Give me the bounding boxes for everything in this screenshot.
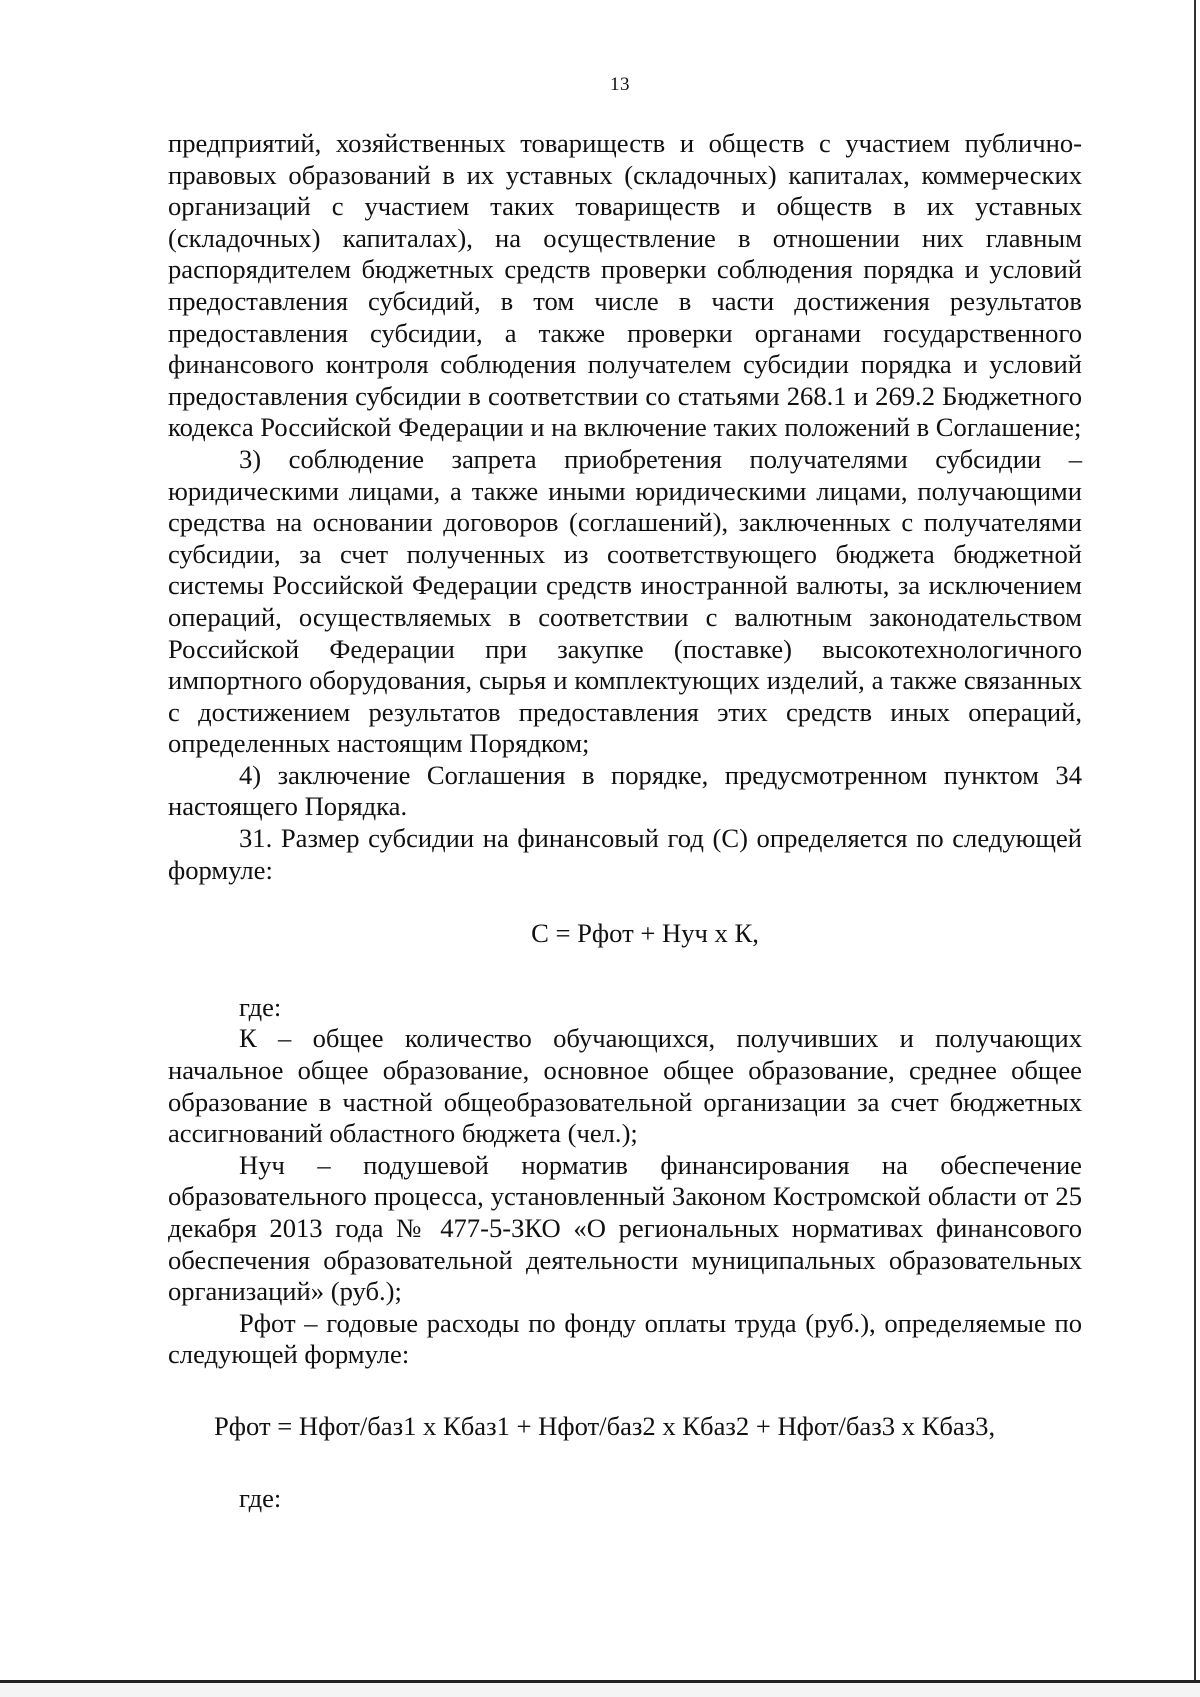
document-body: [168, 128, 1082, 1514]
paragraph-item-3: 3) соблюдение запрета приобретения получателями субсидии – юридическими лицами, а также иными юридическими лицами, получающими средства на основании договоров (соглашений), заключенных с получателями субсидии, за счет полученных из соответствующего бюджета бюджетной системы Российской Федерации средств иностранной валюты, за исключением операций, осуществляемых в соответствии с валютным законодательством Российской Федерации при закупке (поставке) высокотехнологичного импортного оборудования, сырья и комплектующих изделий, а также связанных с достижением результатов предоставления этих средств иных операций, определенных настоящим Порядком;: [168, 443, 1082, 759]
page-number: 13: [610, 74, 630, 95]
formula-where-label-2: где:: [239, 1482, 282, 1513]
scan-edge-right: [1194, 0, 1196, 1683]
paragraph-continuation: предприятий, хозяйственных товариществ и обществ с участием публично-правовых образований в их уставных (складочных) капиталах, коммерческих организаций с участием таких товариществ и обществ в их уставных (складочных) капиталах), на осуществление в отношении них главным распорядителем бюджетных средств проверки соблюдения порядка и условий предоставления субсидий, в том числе в части достижения результатов предоставления субсидии, а также проверки органами государственного финансового контроля соблюдения получателем субсидии порядка и условий предоставления субсидии в соответствии со статьями 268.1 и 269.2 Бюджетного кодекса Российской Федерации и на включение таких положений в Соглашение;: [168, 128, 1082, 443]
paragraph-31: 31. Размер субсидии на финансовый год (С) определяется по следующей формуле:: [168, 823, 1082, 885]
definition-nuch: Нуч – подушевой норматив финансирования на обеспечение образовательного процесса, установленный Законом Костромской области от 25 декабря 2013 года № 477-5-ЗКО «О региональных нормативах финансового обеспечения образовательной деятельности муниципальных образовательных организаций» (руб.);: [168, 1149, 1082, 1307]
paragraph-item-4: 4) заключение Соглашения в порядке, предусмотренном пунктом 34 настоящего Порядка.: [168, 759, 1082, 822]
subsidy-formula: С = Рфот + Нуч х К,: [531, 918, 759, 949]
definition-rfot: Рфот – годовые расходы по фонду оплаты труда (руб.), определяемые по следующей формуле:: [168, 1307, 1082, 1370]
definition-k: К – общее количество обучающихся, получивших и получающих начальное общее образование, основное общее образование, среднее общее образование в частной общеобразовательной организации за счет бюджетных ассигнований областного бюджета (чел.);: [168, 1023, 1082, 1149]
formula-where-label: где:: [239, 991, 282, 1022]
scan-margin: [0, 1683, 1200, 1697]
payroll-formula: Рфот = Нфот/баз1 х Кбаз1 + Нфот/баз2 х Кбаз2 + Нфот/баз3 х Кбаз3,: [214, 1410, 996, 1441]
